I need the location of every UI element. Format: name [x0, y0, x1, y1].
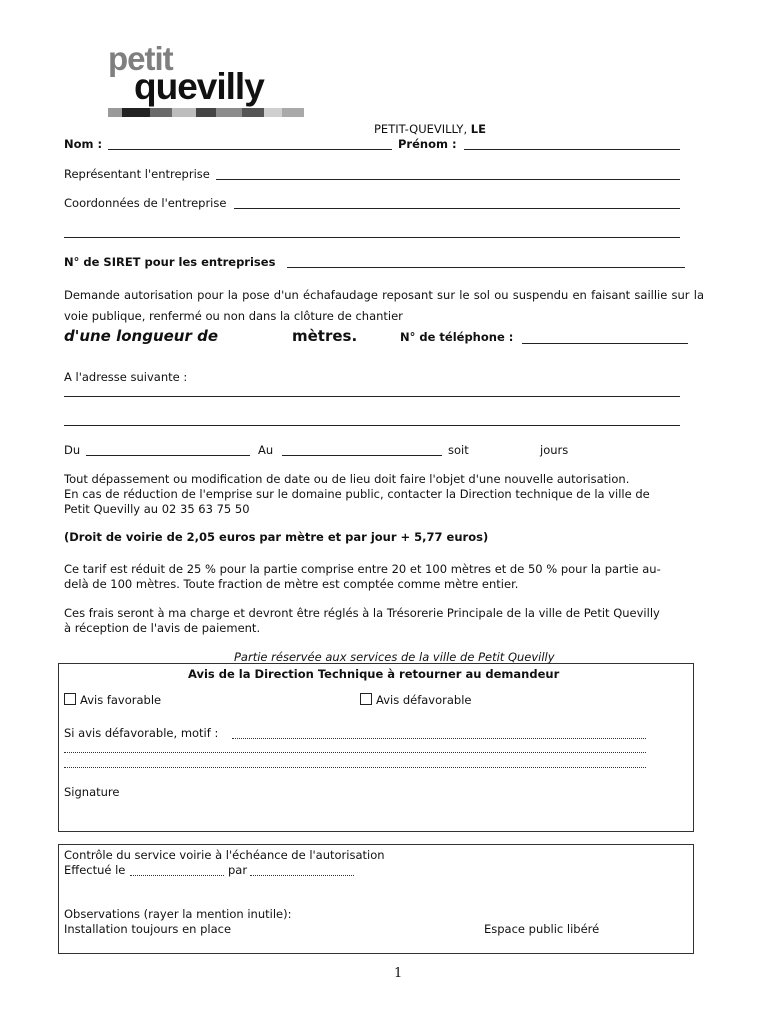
siret-field[interactable] [287, 267, 685, 268]
observations-label: Observations (rayer la mention inutile): [64, 907, 292, 921]
avis-box [58, 663, 694, 832]
representant-field[interactable] [216, 179, 680, 180]
page-number: 1 [394, 966, 403, 981]
notice-line-2: En cas de réduction de l'emprise sur le domaine public, contacter la Direction technique de la ville de [64, 487, 650, 501]
avis-title: Avis de la Direction Technique à retourner au demandeur [188, 667, 560, 681]
frais-line-2: à réception de l'avis de paiement. [64, 621, 261, 635]
prenom-field[interactable] [464, 149, 680, 150]
city-label: PETIT-QUEVILLY, [374, 122, 468, 136]
defavorable-option[interactable] [360, 693, 472, 707]
jours-label: jours [540, 443, 569, 457]
installation-label[interactable]: Installation toujours en place [64, 922, 232, 936]
metres-label: mètres. [292, 327, 358, 345]
favorable-checkbox[interactable] [64, 693, 76, 705]
demande-text: Demande autorisation pour la pose d'un échafaudage reposant sur le sol ou suspendu en faisant saillie sur la voie publique, renfermé ou non dans la clôture de chantier [64, 288, 704, 323]
coordonnees-field[interactable] [234, 208, 680, 209]
adresse-label: A l'adresse suivante : [64, 370, 188, 384]
logo-text-quevilly: quevilly [134, 66, 264, 107]
telephone-field[interactable] [522, 343, 688, 344]
date-label: LE [470, 122, 486, 136]
defavorable-label: Avis défavorable [376, 693, 472, 707]
date-fin-field[interactable] [282, 455, 442, 456]
par-label: par [228, 863, 248, 877]
signature-label: Signature [64, 785, 120, 799]
droit-voirie: (Droit de voirie de 2,05 euros par mètre et par jour + 5,77 euros) [64, 530, 489, 544]
adresse-field-2[interactable] [64, 425, 680, 426]
effectue-label: Effectué le [64, 863, 126, 877]
espace-label[interactable]: Espace public libéré [484, 922, 600, 936]
motif-label: Si avis défavorable, motif : [64, 726, 219, 740]
notice-line-3: Petit Quevilly au 02 35 63 75 50 [64, 502, 250, 516]
city-date-header [374, 122, 486, 136]
favorable-option[interactable] [64, 693, 161, 707]
motif-field-1[interactable] [232, 738, 646, 739]
effectue-date-field[interactable] [130, 875, 224, 876]
favorable-label: Avis favorable [80, 693, 162, 707]
reduction-line-2: delà de 100 mètres. Toute fraction de mètre est comptée comme mètre entier. [64, 577, 519, 591]
adresse-field-1[interactable] [64, 396, 680, 397]
prenom-label: Prénom : [398, 137, 457, 151]
services-caption: Partie réservée aux services de la ville de Petit Quevilly [234, 650, 555, 664]
motif-field-2[interactable] [64, 752, 646, 753]
reduction-line-1: Ce tarif est réduit de 25 % pour la partie comprise entre 20 et 100 mètres et de 50 % pour la partie au- [64, 562, 661, 576]
au-label: Au [258, 443, 274, 457]
telephone-label: N° de téléphone : [400, 330, 514, 344]
coordonnees-field-2[interactable] [64, 237, 680, 238]
siret-label: N° de SIRET pour les entreprises [64, 255, 276, 269]
motif-field-3[interactable] [64, 767, 646, 768]
notice-line-1: Tout dépassement ou modification de date ou de lieu doit faire l'objet d'une nouvelle autorisation. [64, 472, 630, 486]
logo-text-petit: petit [108, 40, 173, 77]
nom-field[interactable] [108, 149, 392, 150]
par-field[interactable] [250, 875, 354, 876]
frais-line-1: Ces frais seront à ma charge et devront être réglés à la Trésorerie Principale de la ville de Petit Quevilly [64, 606, 660, 620]
soit-label: soit [448, 443, 469, 457]
defavorable-checkbox[interactable] [360, 693, 372, 705]
du-label: Du [64, 443, 81, 457]
nom-label: Nom : [64, 137, 103, 151]
representant-label: Représentant l'entreprise [64, 167, 210, 181]
longueur-label: d'une longueur de [64, 327, 219, 345]
date-debut-field[interactable] [86, 455, 250, 456]
controle-line-1: Contrôle du service voirie à l'échéance de l'autorisation [64, 848, 385, 862]
coordonnees-label: Coordonnées de l'entreprise [64, 196, 227, 210]
